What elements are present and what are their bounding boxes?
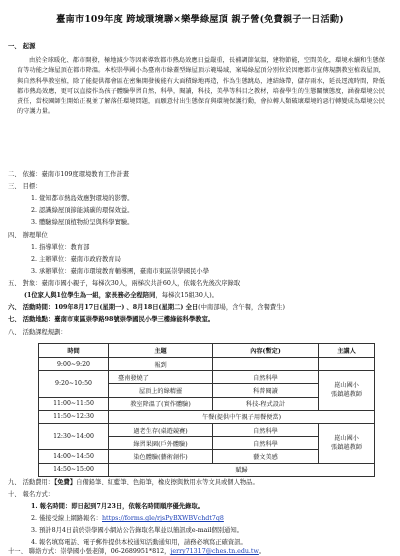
- row-content: [213, 358, 319, 371]
- row-content: 自然科學: [213, 437, 319, 450]
- section-basis: 二、 依據：臺南市109度環境教育工作計畫: [8, 171, 130, 178]
- section-schedule-heading: 八、 活動課程規劃：: [8, 329, 67, 336]
- row-content: 藝文美感: [213, 450, 319, 463]
- schedule-row: [39, 358, 375, 371]
- schedule-row: [39, 410, 375, 423]
- section-fee: [8, 478, 259, 487]
- section-audience: 五、 對象：臺南市國小親子，每梯次30人，兩梯次共計60人，依報名先後次序錄取: [8, 280, 241, 287]
- header-topic: 主題: [109, 344, 213, 358]
- audience-note: [24, 291, 218, 300]
- goal-item: 1. 覺知都市熱島效應對環境的影響。: [31, 195, 134, 202]
- schedule-row: [39, 371, 375, 384]
- row-topic: 報到: [109, 358, 213, 371]
- row-topic: 屋頂上的綠精靈: [109, 384, 213, 397]
- section-goals-heading: 三、 目標：: [8, 183, 42, 190]
- goal-item: 2. 認識綠屋頂節能減碳的環保效益。: [31, 207, 134, 214]
- speaker-school: 崑山國小: [334, 435, 359, 443]
- row-topic: 臺南發燒了: [109, 371, 213, 384]
- section-registration-heading: 十、 報名方式：: [8, 491, 55, 498]
- row-time: 11:00~11:50: [39, 397, 109, 410]
- fee-note: 自備鉛筆、紅藍筆、色鉛筆，橡皮擦與飲用水等文具或個人物品。: [76, 479, 259, 486]
- row-time: 9:20~10:50: [39, 371, 109, 397]
- row-speaker-afternoon: [319, 423, 375, 463]
- fee-free-badge: 【免費】: [54, 479, 77, 486]
- header-time: 時間: [39, 344, 109, 358]
- activity-time: 六、 活動時間：109年8月17日(星期一) 、8月18日(星期二) 全日: [8, 304, 199, 311]
- row-topic: 教室降溫了(實作體驗): [109, 397, 213, 410]
- row-topic: 染色體驗(藝術創作): [109, 450, 213, 463]
- row-content: 自然科學: [213, 423, 319, 436]
- schedule-header-row: [39, 344, 375, 358]
- organizer-item: 1. 指導單位：教育部: [31, 244, 90, 251]
- registration-contact-info: 4. 報名填寫電話、電子郵件提供本校通知活動通知用，請務必填寫正確資訊。: [31, 539, 247, 546]
- contact-text: 十一、 聯絡方式：崇學國小張老師，06-2689951*812，: [8, 548, 171, 555]
- row-topic: 綠習果園(戶外體驗): [109, 437, 213, 450]
- row-time: 11:50~12:30: [39, 410, 109, 423]
- section-origin-paragraph: 由於全球暖化、都市開發，極地減少等因素導致都市熱島效應日益嚴重，長補調節氣溫，建物節能，空間美化，環境永續和生態保育等功能之綠屋頂在都市降溫。本校崇學國小為臺南市綠蓋型綠屋頂示範場域，案場綠屋頂分別位於因應都市宣傳規劃教室植栽屋頂，與自然科學教室植，除了能提供都會區在密集開發後能有大面積綠地再造，作為生態跳島，連結綠帶，儲存雨水，延長逕流時間，降低都市熱島效應，更可以直接作為孩子體驗學習自然，科學，閱讀，科技，美學等科目之教材，培養學生的生態關懷態度，涵養環境公民責任，當校園師生開始正視並了解落任環境問題，而願意付出生態保育與環境保護行動，會拉轉人類破壞環境的惡行轉變成為環境公民的守護力量。: [17, 57, 385, 116]
- row-time: 14:50~15:00: [39, 463, 109, 476]
- section-origin-heading: 一、 起源: [8, 43, 36, 50]
- row-content: 科普閱讀: [213, 384, 319, 397]
- section-organizers-heading: 四、 辦理單位: [8, 232, 48, 239]
- row-time: 12:30~14:00: [39, 423, 109, 449]
- row-topic: 過老生存(桌遊競賽): [109, 423, 213, 436]
- schedule-row: [39, 463, 375, 476]
- schedule-row: [39, 423, 375, 436]
- registration-form-link[interactable]: https://forms.gle/rjsPyBXWBVchdt7q8: [101, 515, 224, 522]
- header-content: 內容(暫定): [213, 344, 319, 358]
- activity-time-note: (中南部場，含午餐，含餐費生): [198, 304, 285, 311]
- document-title: 臺南市109年度 跨域環境聯×樂學綠屋頂 親子營(免費親子一日活動): [56, 14, 344, 25]
- contact-email-link[interactable]: jerry71317@ches.tn.edu.tw: [170, 548, 259, 555]
- row-time: 14:00~14:50: [39, 450, 109, 463]
- contact-suffix: 。: [258, 548, 266, 555]
- header-speaker: 主講人: [319, 344, 375, 358]
- speaker-teacher: 張鎮越教師: [331, 391, 362, 399]
- registration-deadline: 1. 報名時間：即日起到7月23日，依報名時間順序優先錄取。: [31, 503, 205, 510]
- speaker-school: 崑山國小: [334, 382, 359, 390]
- row-speaker: [319, 358, 375, 371]
- section-time: [8, 303, 285, 312]
- registration-announcement: 3. 預計8月4日前於崇學國小網站公告錄取名單並以簡訊或e-mail個別通知。: [31, 527, 243, 534]
- organizer-item: 3. 承辦單位：臺南市環境教育輔導團，臺南市東區崇學國民小學: [31, 268, 210, 275]
- row-time: 9:00~9:20: [39, 358, 109, 371]
- registration-online: [31, 514, 224, 523]
- row-speaker-morning: [319, 371, 375, 411]
- row-dismissal: 賦歸: [109, 463, 375, 476]
- organizer-item: 2. 主辦單位：臺南市政府教育局: [31, 256, 121, 263]
- section-location: 七、 活動地點：臺南市東區崇學路98號崇學國民小學三樓綠能科學教室。: [8, 316, 215, 323]
- registration-online-label: 2. 僅接受線上網路報名：: [31, 515, 102, 522]
- audience-note-bold: (1位家人與1位學生為一組，家長務必全程陪同: [24, 292, 156, 299]
- section-contact: [8, 547, 265, 556]
- speaker-teacher: 張鎮越教師: [331, 444, 362, 452]
- row-lunch: 午餐(提供中午親子用餐便當): [109, 410, 375, 423]
- fee-label: 九、 活動費用：: [8, 479, 55, 486]
- row-content: 自然科學: [213, 371, 319, 384]
- row-content: 科技-程式設計: [213, 397, 319, 410]
- audience-note-rest: ，每梯次15組30人)。: [155, 292, 218, 299]
- goal-item: 3. 體驗綠屋頂植物紛呈與科學實驗。: [31, 219, 134, 226]
- schedule-table: [38, 343, 375, 477]
